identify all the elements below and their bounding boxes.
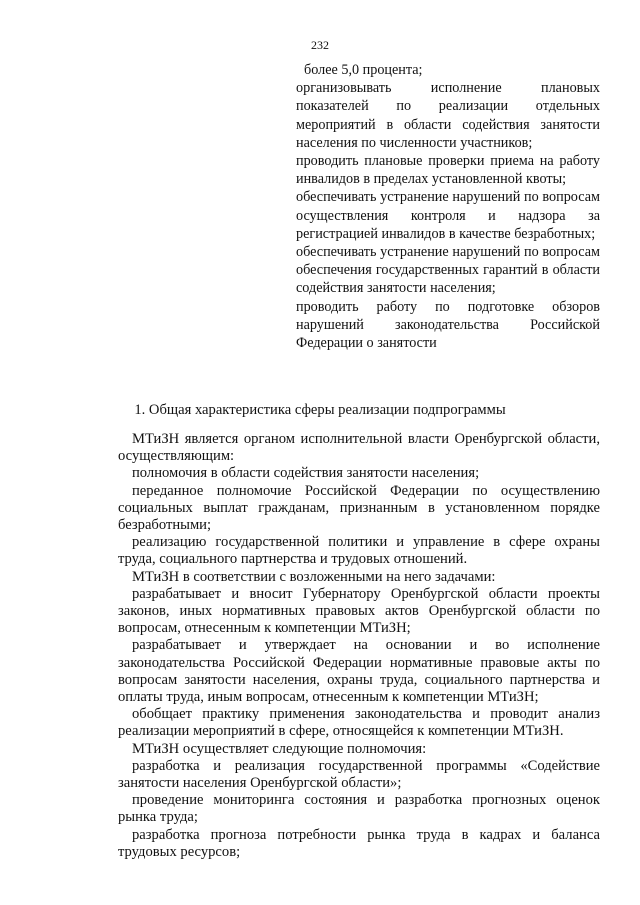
body-paragraph: МТиЗН является органом исполнительной власти Оренбургской области, осуществляющим:	[118, 431, 600, 465]
body-paragraph: полномочия в области содействия занятости населения;	[132, 465, 480, 482]
right-paragraph: обеспечивать устранение нарушений по вопросам обеспечения государственных гарантий в области содействия занятости населения;	[296, 244, 600, 297]
right-paragraph: организовывать исполнение плановых показателей по реализации отдельных мероприятий в области содействия занятости населения по численности участников;	[296, 80, 600, 151]
body-paragraph: МТиЗН осуществляет следующие полномочия:	[132, 740, 427, 757]
body-paragraph: обобщает практику применения законодательства и проводит анализ реализации мероприятий в сфере, относящейся к компетенции МТиЗН.	[118, 706, 600, 740]
body-paragraph: проведение мониторинга состояния и разработка прогнозных оценок рынка труда;	[118, 792, 600, 826]
body-paragraph: МТиЗН в соответствии с возложенными на него задачами:	[132, 568, 496, 585]
body-text	[118, 431, 600, 861]
body-paragraph: разработка и реализация государственной программы «Содействие занятости населения Оренбургской области»;	[118, 757, 600, 792]
body-paragraph: разрабатывает и утверждает на основании и во исполнение законодательства Российской Федерации нормативные правовые акты по вопросам занятости населения, охраны труда, социального партнерства и оплаты труда, иным вопросам, отнесенным к компетенции МТиЗН;	[118, 637, 600, 706]
body-paragraph: разрабатывает и вносит Губернатору Оренбургской области проекты законов, иных нормативных правовых актов Оренбургской области по вопросам, отнесенным к компетенции МТиЗН;	[118, 585, 600, 637]
page-number: 232	[311, 38, 329, 52]
right-paragraph: проводить плановые проверки приема на работу инвалидов в пределах установленной квоты;	[296, 153, 600, 188]
body-paragraph: реализацию государственной политики и управление в сфере охраны труда, социального партнерства и трудовых отношений.	[118, 534, 600, 568]
body-paragraph: переданное полномочие Российской Федерации по осуществлению социальных выплат гражданам, признанным в установленном порядке безработными;	[118, 482, 600, 534]
body-paragraph: разработка прогноза потребности рынка труда в кадрах и баланса трудовых ресурсов;	[118, 826, 600, 860]
right-paragraph: более 5,0 процента;	[304, 62, 423, 78]
right-paragraph: обеспечивать устранение нарушений по вопросам осуществления контроля и надзора за регистрацией инвалидов в качестве безработных;	[296, 189, 600, 242]
right-column-text	[296, 61, 600, 352]
section-title: 1. Общая характеристика сферы реализации подпрограммы	[134, 402, 506, 418]
right-paragraph: проводить работу по подготовке обзоров нарушений законодательства Российской Федерации о занятости	[296, 298, 600, 352]
